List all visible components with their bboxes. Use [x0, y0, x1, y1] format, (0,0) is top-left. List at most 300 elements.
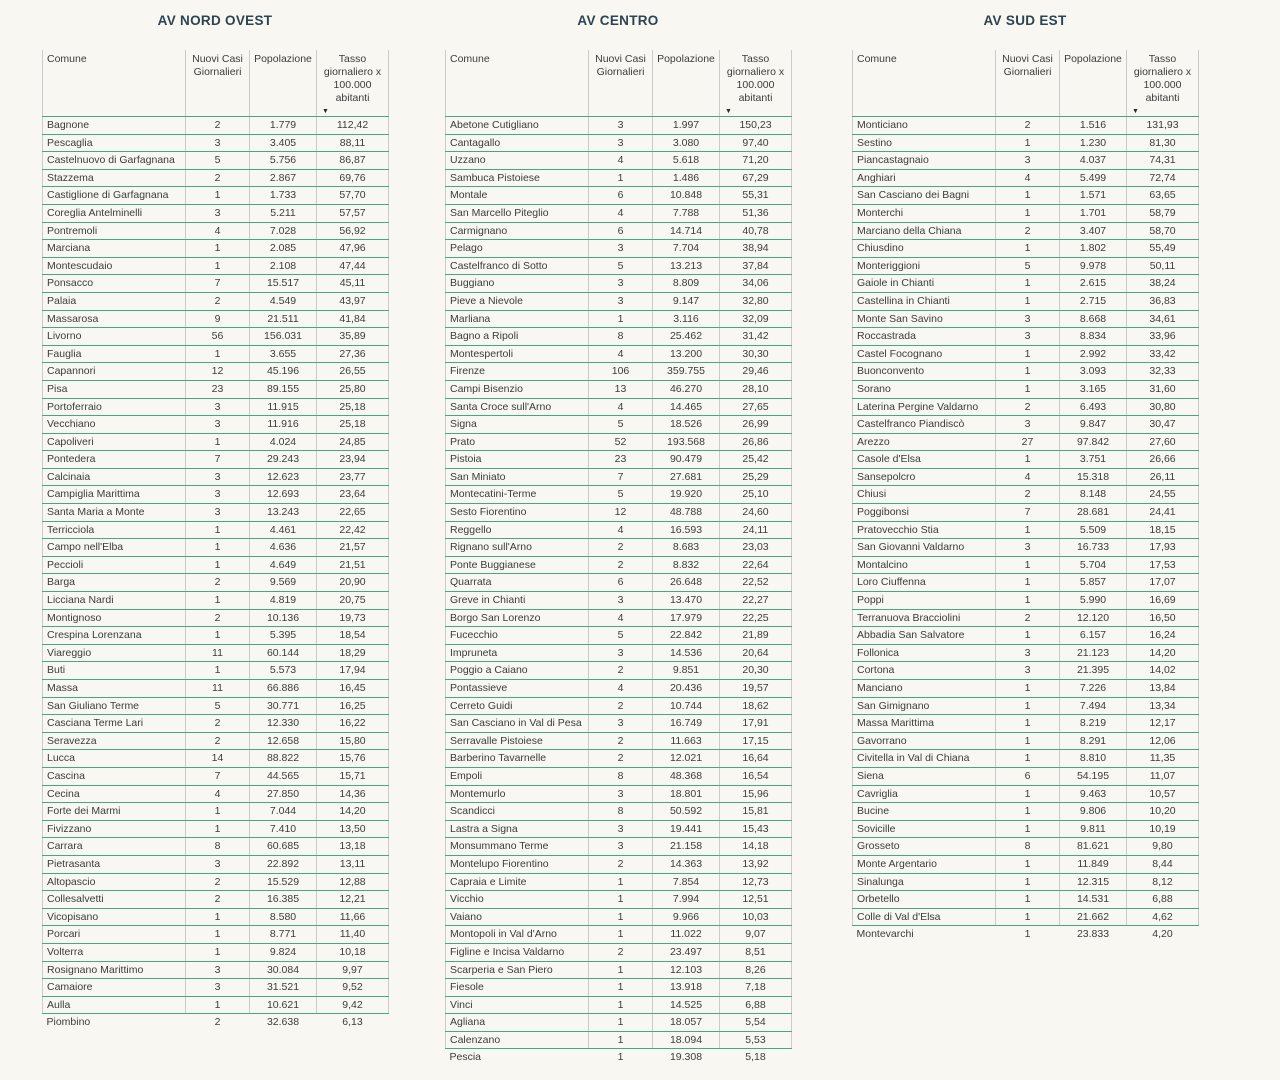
nuovi-casi-cell: 1 — [996, 592, 1060, 610]
popolazione-cell: 2.108 — [250, 257, 317, 275]
col-header-comune[interactable]: Comune — [446, 50, 589, 117]
table-row — [43, 134, 389, 152]
comune-cell: Montalcino — [853, 556, 996, 574]
comune-cell: Capraia e Limite — [446, 873, 589, 891]
nuovi-casi-cell: 3 — [186, 468, 250, 486]
nuovi-casi-cell: 1 — [589, 1031, 653, 1049]
popolazione-cell: 11.022 — [653, 926, 720, 944]
nuovi-casi-cell: 3 — [996, 539, 1060, 557]
popolazione-cell: 5.756 — [250, 152, 317, 170]
nuovi-casi-cell: 5 — [589, 416, 653, 434]
header-row — [43, 50, 389, 117]
nuovi-casi-cell: 11 — [186, 680, 250, 698]
comune-cell: Civitella in Val di Chiana — [853, 750, 996, 768]
popolazione-cell: 4.636 — [250, 539, 317, 557]
tasso-cell: 10,18 — [317, 943, 389, 961]
comune-cell: Marliana — [446, 310, 589, 328]
tasso-cell: 26,55 — [317, 363, 389, 381]
tasso-cell: 4,20 — [1152, 928, 1173, 941]
tasso-cell: 24,85 — [317, 433, 389, 451]
table-row — [43, 609, 389, 627]
table-row — [446, 662, 792, 680]
comune-cell: Chiusdino — [853, 240, 996, 258]
table-row — [446, 891, 792, 909]
table-row — [43, 380, 389, 398]
tasso-cell: 57,57 — [317, 204, 389, 222]
table-row — [43, 222, 389, 240]
nuovi-casi-cell: 2 — [186, 117, 250, 135]
comune-cell: Campi Bisenzio — [446, 380, 589, 398]
popolazione-cell: 28.681 — [1060, 504, 1127, 522]
table-row — [446, 592, 792, 610]
popolazione-cell: 16.733 — [1060, 539, 1127, 557]
popolazione-cell: 6.493 — [1060, 398, 1127, 416]
popolazione-cell: 21.158 — [653, 838, 720, 856]
popolazione-cell: 10.848 — [653, 187, 720, 205]
nuovi-casi-cell: 3 — [186, 855, 250, 873]
table-block-av-centro — [445, 12, 791, 1066]
nuovi-casi-cell: 1 — [186, 820, 250, 838]
table-row — [446, 345, 792, 363]
popolazione-cell: 5.857 — [1060, 574, 1127, 592]
comune-cell: Poggio a Caiano — [446, 662, 589, 680]
popolazione-cell: 9.824 — [250, 943, 317, 961]
tasso-cell: 17,53 — [1127, 556, 1199, 574]
popolazione-cell: 5.573 — [250, 662, 317, 680]
tasso-cell: 25,80 — [317, 380, 389, 398]
tasso-cell: 16,69 — [1127, 592, 1199, 610]
nuovi-casi-cell: 3 — [996, 310, 1060, 328]
popolazione-cell: 10.744 — [653, 697, 720, 715]
tasso-cell: 23,03 — [720, 539, 792, 557]
table-row — [446, 1049, 792, 1066]
popolazione-cell: 27.850 — [250, 785, 317, 803]
tasso-cell: 51,36 — [720, 204, 792, 222]
table-row — [43, 996, 389, 1014]
comune-cell: Capannori — [43, 363, 186, 381]
col-header-popolazione[interactable]: Popolazione — [1060, 50, 1127, 117]
comune-cell: Vaiano — [446, 908, 589, 926]
tasso-cell: 34,61 — [1127, 310, 1199, 328]
nuovi-casi-cell: 4 — [589, 609, 653, 627]
tasso-cell: 12,06 — [1127, 732, 1199, 750]
col-header-tasso-label: Tasso giornaliero x 100.000 abitanti — [1133, 53, 1192, 104]
table-row — [853, 328, 1199, 346]
header-row — [853, 50, 1199, 117]
table-row — [853, 204, 1199, 222]
popolazione-cell: 3.405 — [250, 134, 317, 152]
nuovi-casi-cell: 3 — [186, 204, 250, 222]
table-row — [43, 926, 389, 944]
comune-cell: Rignano sull'Arno — [446, 539, 589, 557]
comune-cell: Signa — [446, 416, 589, 434]
nuovi-casi-cell: 3 — [186, 504, 250, 522]
col-header-nuovi-casi[interactable]: Nuovi Casi Giornalieri — [186, 50, 250, 117]
comune-cell: Fiesole — [446, 979, 589, 997]
popolazione-cell: 5.704 — [1060, 556, 1127, 574]
tasso-cell: 33,42 — [1127, 345, 1199, 363]
popolazione-cell: 1.779 — [250, 117, 317, 135]
popolazione-cell: 23.497 — [653, 943, 720, 961]
nuovi-casi-cell: 27 — [996, 433, 1060, 451]
comune-cell: Pontremoli — [43, 222, 186, 240]
comune-cell: Fucecchio — [446, 627, 589, 645]
nuovi-casi-cell: 5 — [996, 257, 1060, 275]
popolazione-cell: 27.681 — [653, 468, 720, 486]
popolazione-cell: 2.085 — [250, 240, 317, 258]
comune-cell: Poggibonsi — [853, 504, 996, 522]
comune-cell: San Casciano dei Bagni — [853, 187, 996, 205]
popolazione-cell: 8.148 — [1060, 486, 1127, 504]
tasso-cell: 12,21 — [317, 891, 389, 909]
table-row — [853, 820, 1199, 838]
tasso-cell: 43,97 — [317, 292, 389, 310]
tasso-cell: 20,64 — [720, 644, 792, 662]
tasso-cell: 58,70 — [1127, 222, 1199, 240]
tasso-cell: 13,50 — [317, 820, 389, 838]
tasso-cell: 22,52 — [720, 574, 792, 592]
tasso-cell: 45,11 — [317, 275, 389, 293]
tasso-cell: 21,51 — [317, 556, 389, 574]
nuovi-casi-cell: 1 — [996, 275, 1060, 293]
tasso-cell: 38,24 — [1127, 275, 1199, 293]
table-row — [446, 644, 792, 662]
nuovi-casi-cell: 1 — [996, 292, 1060, 310]
nuovi-casi-cell: 2 — [186, 609, 250, 627]
nuovi-casi-cell: 1 — [186, 627, 250, 645]
nuovi-casi-cell: 1 — [589, 873, 653, 891]
col-header-nuovi-casi[interactable]: Nuovi Casi Giornalieri — [589, 50, 653, 117]
comune-cell: Sesto Fiorentino — [446, 504, 589, 522]
table-row — [853, 187, 1199, 205]
nuovi-casi-cell: 1 — [996, 363, 1060, 381]
comune-cell: Castiglione di Garfagnana — [43, 187, 186, 205]
tasso-cell: 47,96 — [317, 240, 389, 258]
table-row — [853, 345, 1199, 363]
popolazione-cell: 156.031 — [250, 328, 317, 346]
nuovi-casi-cell: 2 — [186, 292, 250, 310]
nuovi-casi-cell: 9 — [186, 310, 250, 328]
table-row — [43, 187, 389, 205]
popolazione-cell: 25.462 — [653, 328, 720, 346]
comune-cell: Lastra a Signa — [446, 820, 589, 838]
popolazione-cell: 1.733 — [250, 187, 317, 205]
table-row — [446, 451, 792, 469]
table-row — [853, 556, 1199, 574]
comune-cell: Collesalvetti — [43, 891, 186, 909]
nuovi-casi-cell: 3 — [589, 785, 653, 803]
table-row — [446, 240, 792, 258]
tasso-cell: 69,76 — [317, 169, 389, 187]
table-row — [446, 820, 792, 838]
tasso-cell: 6,88 — [720, 996, 792, 1014]
table-row — [853, 363, 1199, 381]
nuovi-casi-cell: 1 — [589, 310, 653, 328]
table-row — [43, 592, 389, 610]
tasso-cell: 12,88 — [317, 873, 389, 891]
nuovi-casi-cell: 5 — [186, 152, 250, 170]
nuovi-casi-cell: 4 — [589, 152, 653, 170]
tasso-cell: 9,97 — [317, 961, 389, 979]
tasso-cell: 16,64 — [720, 750, 792, 768]
col-header-popolazione[interactable]: Popolazione — [653, 50, 720, 117]
nuovi-casi-cell: 2 — [996, 117, 1060, 135]
popolazione-cell: 1.486 — [653, 169, 720, 187]
comune-cell: Cantagallo — [446, 134, 589, 152]
nuovi-casi-cell: 1 — [996, 574, 1060, 592]
tasso-cell: 20,75 — [317, 592, 389, 610]
tasso-cell: 8,12 — [1127, 873, 1199, 891]
tasso-cell: 131,93 — [1127, 117, 1199, 135]
nuovi-casi-cell: 3 — [996, 328, 1060, 346]
nuovi-casi-cell: 2 — [589, 556, 653, 574]
comune-cell: Roccastrada — [853, 328, 996, 346]
comune-cell: Impruneta — [446, 644, 589, 662]
comune-cell: Castelnuovo di Garfagnana — [43, 152, 186, 170]
popolazione-cell: 12.103 — [653, 961, 720, 979]
nuovi-casi-cell: 3 — [589, 275, 653, 293]
tasso-cell: 13,34 — [1127, 697, 1199, 715]
popolazione-cell: 13.243 — [250, 504, 317, 522]
comune-cell: Crespina Lorenzana — [43, 627, 186, 645]
tasso-cell: 24,11 — [720, 521, 792, 539]
table-row — [853, 451, 1199, 469]
popolazione-cell: 359.755 — [653, 363, 720, 381]
nuovi-casi-cell: 6 — [589, 574, 653, 592]
table-row — [853, 592, 1199, 610]
comune-cell: Loro Ciuffenna — [853, 574, 996, 592]
tasso-cell: 11,07 — [1127, 767, 1199, 785]
popolazione-cell: 14.363 — [653, 855, 720, 873]
popolazione-cell: 12.330 — [250, 715, 317, 733]
nuovi-casi-cell: 52 — [589, 433, 653, 451]
tasso-cell: 33,96 — [1127, 328, 1199, 346]
popolazione-cell: 5.618 — [653, 152, 720, 170]
tasso-cell: 18,54 — [317, 627, 389, 645]
nuovi-casi-cell: 8 — [186, 838, 250, 856]
table-row — [446, 697, 792, 715]
comune-cell: Colle di Val d'Elsa — [853, 908, 996, 926]
table-row — [853, 627, 1199, 645]
nuovi-casi-cell: 2 — [589, 750, 653, 768]
comune-cell: Firenze — [446, 363, 589, 381]
data-table-av-sud-est — [852, 50, 1199, 943]
popolazione-cell: 89.155 — [250, 380, 317, 398]
comune-cell: Santa Croce sull'Arno — [446, 398, 589, 416]
tasso-cell: 56,92 — [317, 222, 389, 240]
table-row — [446, 521, 792, 539]
nuovi-casi-cell: 23 — [186, 380, 250, 398]
nuovi-casi-cell: 1 — [186, 662, 250, 680]
popolazione-cell: 10.621 — [250, 996, 317, 1014]
popolazione-cell: 4.549 — [250, 292, 317, 310]
table-row — [43, 152, 389, 170]
comune-cell: Monteriggioni — [853, 257, 996, 275]
nuovi-casi-cell: 2 — [186, 732, 250, 750]
popolazione-cell: 11.916 — [250, 416, 317, 434]
comune-cell: Massarosa — [43, 310, 186, 328]
popolazione-cell: 54.195 — [1060, 767, 1127, 785]
table-row — [43, 838, 389, 856]
comune-cell: Empoli — [446, 767, 589, 785]
comune-cell: Cerreto Guidi — [446, 697, 589, 715]
comune-cell: Anghiari — [853, 169, 996, 187]
nuovi-casi-cell: 3 — [996, 662, 1060, 680]
popolazione-cell: 14.714 — [653, 222, 720, 240]
table-row — [43, 662, 389, 680]
tasso-cell: 26,66 — [1127, 451, 1199, 469]
popolazione-cell: 7.028 — [250, 222, 317, 240]
tasso-cell: 16,54 — [720, 767, 792, 785]
col-header-comune[interactable]: Comune — [853, 50, 996, 117]
popolazione-cell: 44.565 — [250, 767, 317, 785]
popolazione-cell: 31.521 — [250, 979, 317, 997]
tasso-cell: 21,57 — [317, 539, 389, 557]
nuovi-casi-cell: 1 — [589, 891, 653, 909]
comune-cell: Montelupo Fiorentino — [446, 855, 589, 873]
table-row — [853, 240, 1199, 258]
nuovi-casi-cell: 1 — [186, 539, 250, 557]
popolazione-cell: 60.144 — [250, 644, 317, 662]
comune-cell: Barberino Tavarnelle — [446, 750, 589, 768]
comune-cell: Palaia — [43, 292, 186, 310]
comune-cell: Viareggio — [43, 644, 186, 662]
comune-cell: Carrara — [43, 838, 186, 856]
nuovi-casi-cell: 3 — [589, 292, 653, 310]
nuovi-casi-cell: 1 — [996, 627, 1060, 645]
col-header-tasso[interactable] — [317, 50, 389, 117]
nuovi-casi-cell: 2 — [186, 891, 250, 909]
table-row — [43, 697, 389, 715]
tasso-cell: 32,33 — [1127, 363, 1199, 381]
comune-cell: Camaiore — [43, 979, 186, 997]
nuovi-casi-cell: 1 — [996, 732, 1060, 750]
comune-cell: Casciana Terme Lari — [43, 715, 186, 733]
nuovi-casi-cell: 2 — [589, 855, 653, 873]
nuovi-casi-cell: 3 — [186, 416, 250, 434]
popolazione-cell: 7.044 — [250, 803, 317, 821]
popolazione-cell: 8.810 — [1060, 750, 1127, 768]
table-row — [43, 961, 389, 979]
tasso-cell: 15,76 — [317, 750, 389, 768]
nuovi-casi-cell: 1 — [186, 257, 250, 275]
comune-cell: Montale — [446, 187, 589, 205]
nuovi-casi-cell: 1 — [1024, 928, 1031, 941]
tasso-cell: 22,42 — [317, 521, 389, 539]
tasso-cell: 16,45 — [317, 680, 389, 698]
comune-cell: Chiusi — [853, 486, 996, 504]
tasso-cell: 58,79 — [1127, 204, 1199, 222]
comune-cell: Orbetello — [853, 891, 996, 909]
table-row — [43, 767, 389, 785]
comune-cell: Sestino — [853, 134, 996, 152]
comune-cell: Buonconvento — [853, 363, 996, 381]
col-header-comune[interactable]: Comune — [43, 50, 186, 117]
tasso-cell: 7,18 — [720, 979, 792, 997]
table-row — [446, 257, 792, 275]
popolazione-cell: 90.479 — [653, 451, 720, 469]
popolazione-cell: 1.571 — [1060, 187, 1127, 205]
comune-cell: Pisa — [43, 380, 186, 398]
table-row — [853, 416, 1199, 434]
table-row — [853, 152, 1199, 170]
popolazione-cell: 12.623 — [250, 468, 317, 486]
nuovi-casi-cell: 1 — [186, 943, 250, 961]
nuovi-casi-cell: 8 — [589, 328, 653, 346]
col-header-tasso[interactable] — [1127, 50, 1199, 117]
popolazione-cell: 16.593 — [653, 521, 720, 539]
nuovi-casi-cell: 7 — [186, 767, 250, 785]
popolazione-cell: 14.531 — [1060, 891, 1127, 909]
table-row — [43, 240, 389, 258]
table-row — [446, 134, 792, 152]
col-header-tasso[interactable] — [720, 50, 792, 117]
nuovi-casi-cell: 2 — [186, 169, 250, 187]
table-row — [43, 785, 389, 803]
popolazione-cell: 29.243 — [250, 451, 317, 469]
nuovi-casi-cell: 1 — [996, 750, 1060, 768]
comune-cell: Massa Marittima — [853, 715, 996, 733]
nuovi-casi-cell: 1 — [186, 996, 250, 1014]
comune-cell: San Giuliano Terme — [43, 697, 186, 715]
popolazione-cell: 7.410 — [250, 820, 317, 838]
tasso-cell: 13,84 — [1127, 680, 1199, 698]
popolazione-cell: 21.662 — [1060, 908, 1127, 926]
nuovi-casi-cell: 12 — [589, 504, 653, 522]
nuovi-casi-cell: 1 — [996, 785, 1060, 803]
table-row — [853, 468, 1199, 486]
tasso-cell: 12,17 — [1127, 715, 1199, 733]
popolazione-cell: 21.123 — [1060, 644, 1127, 662]
tasso-cell: 22,65 — [317, 504, 389, 522]
table-row — [43, 539, 389, 557]
table-row — [446, 732, 792, 750]
tasso-cell: 88,11 — [317, 134, 389, 152]
comune-cell: Monticiano — [853, 117, 996, 135]
col-header-nuovi-casi[interactable]: Nuovi Casi Giornalieri — [996, 50, 1060, 117]
popolazione-cell: 9.847 — [1060, 416, 1127, 434]
nuovi-casi-cell: 4 — [589, 345, 653, 363]
nuovi-casi-cell: 1 — [996, 345, 1060, 363]
popolazione-cell: 7.494 — [1060, 697, 1127, 715]
popolazione-cell: 9.966 — [653, 908, 720, 926]
table-row — [446, 908, 792, 926]
tasso-cell: 22,64 — [720, 556, 792, 574]
popolazione-cell: 9.569 — [250, 574, 317, 592]
popolazione-cell: 11.849 — [1060, 855, 1127, 873]
comune-cell: Pescaglia — [43, 134, 186, 152]
col-header-popolazione[interactable]: Popolazione — [250, 50, 317, 117]
tasso-cell: 15,80 — [317, 732, 389, 750]
popolazione-cell: 45.196 — [250, 363, 317, 381]
popolazione-cell: 97.842 — [1060, 433, 1127, 451]
nuovi-casi-cell: 2 — [996, 609, 1060, 627]
table-row — [853, 169, 1199, 187]
comune-cell: Cascina — [43, 767, 186, 785]
nuovi-casi-cell: 7 — [186, 275, 250, 293]
popolazione-cell: 1.701 — [1060, 204, 1127, 222]
tasso-cell: 10,19 — [1127, 820, 1199, 838]
tasso-cell: 11,35 — [1127, 750, 1199, 768]
table-row — [446, 204, 792, 222]
tasso-cell: 9,07 — [720, 926, 792, 944]
popolazione-cell: 88.822 — [250, 750, 317, 768]
table-row — [43, 169, 389, 187]
comune-cell: Serravalle Pistoiese — [446, 732, 589, 750]
comune-cell: San Miniato — [446, 468, 589, 486]
popolazione-cell: 5.990 — [1060, 592, 1127, 610]
nuovi-casi-cell: 4 — [589, 398, 653, 416]
